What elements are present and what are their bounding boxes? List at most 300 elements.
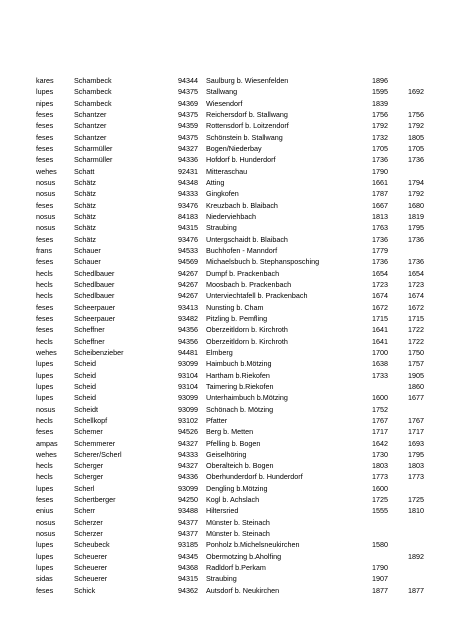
- cell-code: feses: [36, 313, 54, 323]
- cell-year-from: 1896: [372, 76, 388, 85]
- cell-surname: Scheubeck: [74, 540, 110, 550]
- cell-postal-code: 93104: [178, 381, 198, 391]
- cell-year-to: 1723: [408, 279, 424, 289]
- cell-year-to: 1795: [408, 223, 424, 233]
- genealogy-table: [36, 75, 436, 596]
- cell-code: wehes: [36, 347, 57, 357]
- cell-postal-code: 93185: [178, 540, 198, 550]
- cell-postal-code: 94348: [178, 177, 198, 187]
- table-row: [36, 200, 436, 211]
- cell-code: frans: [36, 245, 52, 255]
- table-row: [36, 551, 436, 562]
- table-row: [36, 471, 436, 482]
- cell-code: feses: [36, 427, 54, 437]
- cell-code: feses: [36, 302, 54, 312]
- table-row: [36, 166, 436, 177]
- cell-surname: Schätz: [74, 200, 96, 210]
- cell-place: Oberzeitldorn b. Kirchroth: [206, 325, 288, 335]
- cell-year-from: 1756: [372, 109, 388, 119]
- cell-year-to: 1795: [408, 449, 424, 459]
- table-row: [36, 222, 436, 233]
- cell-surname: Scheid: [74, 359, 96, 369]
- cell-place: Autsdorf b. Neukirchen: [206, 585, 280, 595]
- cell-surname: Schauer: [74, 245, 101, 255]
- cell-place: Berg b. Metten: [206, 427, 254, 437]
- cell-year-to: 1750: [408, 347, 424, 357]
- cell-year-from: 1732: [372, 132, 388, 142]
- table-row: [36, 370, 436, 381]
- table-row: [36, 211, 436, 222]
- cell-code: nosus: [36, 177, 56, 187]
- cell-place: Gingkofen: [206, 189, 239, 199]
- cell-place: Unterviechtafell b. Prackenbach: [206, 291, 308, 301]
- table-row: [36, 517, 436, 528]
- cell-postal-code: 93482: [178, 313, 198, 323]
- cell-place: Münster b. Steinach: [206, 517, 270, 527]
- cell-postal-code: 94481: [178, 347, 198, 357]
- cell-postal-code: 94569: [178, 257, 198, 267]
- cell-postal-code: 93102: [178, 415, 198, 425]
- cell-code: nosus: [36, 404, 56, 414]
- cell-place: Haimbuch b.Mötzing: [206, 359, 272, 369]
- cell-place: Mitteraschau: [206, 166, 248, 176]
- cell-code: sidas: [36, 574, 53, 584]
- cell-place: Stallwang: [206, 87, 238, 97]
- table-row: [36, 528, 436, 539]
- cell-postal-code: 84183: [178, 211, 198, 221]
- cell-surname: Scheid: [74, 381, 96, 391]
- table-row: [36, 426, 436, 437]
- cell-place: Ponholz b.Michelsneukirchen: [206, 540, 300, 550]
- table-row: [36, 109, 436, 120]
- cell-place: Wiesendorf: [206, 98, 243, 108]
- cell-postal-code: 94356: [178, 336, 198, 346]
- cell-postal-code: 94333: [178, 189, 198, 199]
- cell-postal-code: 93099: [178, 404, 198, 414]
- cell-year-to: 1736: [408, 155, 424, 165]
- cell-code: feses: [36, 109, 54, 119]
- cell-surname: Scherger: [74, 472, 104, 482]
- cell-code: lupes: [36, 540, 54, 550]
- cell-postal-code: 94344: [178, 76, 198, 85]
- cell-surname: Scheuerer: [74, 551, 108, 561]
- cell-place: Hartham b.Riekofen: [206, 370, 270, 380]
- cell-year-from: 1674: [372, 291, 388, 301]
- cell-postal-code: 94362: [178, 585, 198, 595]
- table-row: [36, 404, 436, 415]
- table-row: [36, 438, 436, 449]
- cell-code: nosus: [36, 189, 56, 199]
- cell-postal-code: 94375: [178, 109, 198, 119]
- cell-code: hecls: [36, 268, 53, 278]
- cell-code: feses: [36, 585, 54, 595]
- table-row: [36, 177, 436, 188]
- cell-place: Dengling b.Mötzing: [206, 483, 268, 493]
- cell-code: ampas: [36, 438, 58, 448]
- cell-surname: Schedlbauer: [74, 268, 115, 278]
- cell-place: Kogl b. Achslach: [206, 495, 260, 505]
- cell-year-from: 1763: [372, 223, 388, 233]
- cell-code: lupes: [36, 393, 54, 403]
- cell-postal-code: 94375: [178, 132, 198, 142]
- cell-code: hecls: [36, 336, 53, 346]
- cell-code: lupes: [36, 87, 54, 97]
- cell-year-to: 1773: [408, 472, 424, 482]
- cell-place: Taimering b.Riekofen: [206, 381, 274, 391]
- cell-year-from: 1717: [372, 427, 388, 437]
- table-row: [36, 460, 436, 471]
- cell-postal-code: 94333: [178, 449, 198, 459]
- cell-year-to: 1705: [408, 143, 424, 153]
- table-row: [36, 120, 436, 131]
- table-row: [36, 302, 436, 313]
- cell-code: lupes: [36, 551, 54, 561]
- cell-year-to: 1757: [408, 359, 424, 369]
- cell-year-to: 1810: [408, 506, 424, 516]
- cell-code: feses: [36, 234, 54, 244]
- cell-code: nosus: [36, 517, 56, 527]
- cell-code: hecls: [36, 472, 53, 482]
- cell-place: Michaelsbuch b. Stephansposching: [206, 257, 320, 267]
- cell-code: lupes: [36, 381, 54, 391]
- table-row: [36, 449, 436, 460]
- cell-surname: Scheuerer: [74, 563, 108, 573]
- cell-place: Rottensdorf b. Loitzendorf: [206, 121, 289, 131]
- cell-code: hecls: [36, 279, 53, 289]
- cell-year-to: 1860: [408, 381, 424, 391]
- cell-year-to: 1767: [408, 415, 424, 425]
- cell-place: Moosbach b. Prackenbach: [206, 279, 292, 289]
- table-row: [36, 347, 436, 358]
- cell-postal-code: 94359: [178, 121, 198, 131]
- cell-surname: Schätz: [74, 234, 96, 244]
- table-row: [36, 75, 436, 86]
- cell-code: hecls: [36, 291, 53, 301]
- cell-place: Oberhunderdorf b. Hunderdorf: [206, 472, 303, 482]
- cell-year-from: 1725: [372, 495, 388, 505]
- cell-year-from: 1773: [372, 472, 388, 482]
- cell-place: Reichersdorf b. Stallwang: [206, 109, 288, 119]
- cell-surname: Schantzer: [74, 121, 107, 131]
- cell-year-to: 1680: [408, 200, 424, 210]
- cell-code: wehes: [36, 166, 57, 176]
- cell-postal-code: 94315: [178, 223, 198, 233]
- cell-postal-code: 94336: [178, 472, 198, 482]
- cell-year-from: 1641: [372, 325, 388, 335]
- cell-year-to: 1725: [408, 495, 424, 505]
- table-row: [36, 256, 436, 267]
- cell-postal-code: 94336: [178, 155, 198, 165]
- cell-code: nosus: [36, 529, 56, 539]
- cell-place: Elmberg: [206, 347, 233, 357]
- cell-year-to: 1756: [408, 109, 424, 119]
- cell-code: feses: [36, 325, 54, 335]
- cell-postal-code: 92431: [178, 166, 198, 176]
- cell-surname: Schauer: [74, 257, 101, 267]
- cell-surname: Schatt: [74, 166, 95, 176]
- table-row: [36, 539, 436, 550]
- table-row: [36, 585, 436, 596]
- cell-year-from: 1877: [372, 585, 388, 595]
- cell-year-from: 1667: [372, 200, 388, 210]
- cell-code: feses: [36, 132, 54, 142]
- cell-year-to: 1792: [408, 189, 424, 199]
- cell-year-from: 1642: [372, 438, 388, 448]
- cell-surname: Scherr: [74, 506, 96, 516]
- cell-year-from: 1736: [372, 155, 388, 165]
- table-row: [36, 86, 436, 97]
- cell-code: feses: [36, 121, 54, 131]
- cell-postal-code: 94533: [178, 245, 198, 255]
- cell-surname: Scharmüller: [74, 143, 113, 153]
- cell-year-from: 1736: [372, 257, 388, 267]
- cell-place: Hiltersried: [206, 506, 239, 516]
- cell-postal-code: 94250: [178, 495, 198, 505]
- cell-year-from: 1600: [372, 393, 388, 403]
- table-row: [36, 562, 436, 573]
- cell-code: nipes: [36, 98, 54, 108]
- cell-surname: Schätz: [74, 223, 96, 233]
- cell-year-to: 1674: [408, 291, 424, 301]
- cell-surname: Scherger: [74, 461, 104, 471]
- cell-postal-code: 94327: [178, 461, 198, 471]
- cell-surname: Scheid: [74, 393, 96, 403]
- cell-code: lupes: [36, 483, 54, 493]
- cell-place: Straubing: [206, 574, 237, 584]
- cell-place: Obermotzing b.Aholfing: [206, 551, 282, 561]
- cell-place: Saulburg b. Wiesenfelden: [206, 76, 289, 85]
- cell-surname: Scheerpauer: [74, 313, 116, 323]
- table-row: [36, 494, 436, 505]
- cell-surname: Schätz: [74, 177, 96, 187]
- cell-year-from: 1555: [372, 506, 388, 516]
- cell-year-from: 1803: [372, 461, 388, 471]
- cell-code: feses: [36, 257, 54, 267]
- table-row: [36, 154, 436, 165]
- cell-postal-code: 94526: [178, 427, 198, 437]
- cell-year-to: 1654: [408, 268, 424, 278]
- cell-surname: Schantzer: [74, 109, 107, 119]
- cell-year-to: 1905: [408, 370, 424, 380]
- cell-surname: Schätz: [74, 211, 96, 221]
- cell-year-to: 1819: [408, 211, 424, 221]
- table-row: [36, 234, 436, 245]
- cell-place: Nunsting b. Cham: [206, 302, 264, 312]
- cell-place: Hofdorf b. Hunderdorf: [206, 155, 276, 165]
- cell-place: Oberalteich b. Bogen: [206, 461, 274, 471]
- cell-place: Straubing: [206, 223, 237, 233]
- cell-surname: Scheuerer: [74, 574, 108, 584]
- cell-surname: Scheidt: [74, 404, 98, 414]
- cell-year-from: 1723: [372, 279, 388, 289]
- cell-year-from: 1779: [372, 245, 388, 255]
- cell-postal-code: 94345: [178, 551, 198, 561]
- cell-code: nosus: [36, 211, 56, 221]
- cell-year-from: 1580: [372, 540, 388, 550]
- cell-surname: Schemer: [74, 427, 103, 437]
- cell-postal-code: 94356: [178, 325, 198, 335]
- cell-place: Pitzling b. Pemfling: [206, 313, 268, 323]
- cell-surname: Schertberger: [74, 495, 116, 505]
- table-row: [36, 290, 436, 301]
- cell-place: Pfatter: [206, 415, 228, 425]
- cell-year-to: 1717: [408, 427, 424, 437]
- cell-code: hecls: [36, 461, 53, 471]
- table-row: [36, 279, 436, 290]
- cell-place: Schönstein b. Stallwang: [206, 132, 283, 142]
- cell-surname: Scharmüller: [74, 155, 113, 165]
- table-row: [36, 336, 436, 347]
- cell-year-from: 1907: [372, 574, 388, 584]
- table-row: [36, 358, 436, 369]
- cell-year-to: 1736: [408, 257, 424, 267]
- table-row: [36, 245, 436, 256]
- cell-year-from: 1595: [372, 87, 388, 97]
- cell-surname: Scherer/Scherl: [74, 449, 122, 459]
- cell-place: Unterhaimbuch b.Mötzing: [206, 393, 288, 403]
- cell-postal-code: 94377: [178, 517, 198, 527]
- cell-year-from: 1672: [372, 302, 388, 312]
- cell-postal-code: 94267: [178, 279, 198, 289]
- cell-surname: Schedlbauer: [74, 291, 115, 301]
- cell-year-from: 1705: [372, 143, 388, 153]
- cell-surname: Schick: [74, 585, 96, 595]
- cell-surname: Scheid: [74, 370, 96, 380]
- cell-code: lupes: [36, 370, 54, 380]
- cell-postal-code: 94315: [178, 574, 198, 584]
- cell-place: Dumpf b. Prackenbach: [206, 268, 280, 278]
- cell-surname: Schantzer: [74, 132, 107, 142]
- cell-year-from: 1730: [372, 449, 388, 459]
- table-row: [36, 483, 436, 494]
- cell-code: feses: [36, 495, 54, 505]
- cell-year-to: 1722: [408, 336, 424, 346]
- table-row: [36, 392, 436, 403]
- cell-year-to: 1803: [408, 461, 424, 471]
- cell-year-from: 1641: [372, 336, 388, 346]
- cell-place: Atting: [206, 177, 225, 187]
- cell-year-from: 1654: [372, 268, 388, 278]
- cell-place: Münster b. Steinach: [206, 529, 270, 539]
- cell-postal-code: 94368: [178, 563, 198, 573]
- cell-surname: Schambeck: [74, 98, 112, 108]
- cell-year-from: 1787: [372, 189, 388, 199]
- table-row: [36, 188, 436, 199]
- cell-place: Pfelling b. Bogen: [206, 438, 261, 448]
- cell-place: Schönach b. Mötzing: [206, 404, 274, 414]
- cell-code: nosus: [36, 223, 56, 233]
- cell-postal-code: 94327: [178, 438, 198, 448]
- cell-surname: Scheffner: [74, 325, 105, 335]
- cell-surname: Schambeck: [74, 76, 112, 85]
- table-row: [36, 573, 436, 584]
- cell-place: Oberzeitldorn b. Kirchroth: [206, 336, 288, 346]
- table-row: [36, 132, 436, 143]
- cell-surname: Schemmerer: [74, 438, 116, 448]
- cell-year-from: 1752: [372, 404, 388, 414]
- cell-postal-code: 93413: [178, 302, 198, 312]
- cell-place: Bogen/Niederbay: [206, 143, 262, 153]
- cell-year-to: 1715: [408, 313, 424, 323]
- cell-year-to: 1792: [408, 121, 424, 131]
- cell-place: Untergschaidt b. Blaibach: [206, 234, 288, 244]
- cell-postal-code: 93099: [178, 359, 198, 369]
- cell-place: Kreuzbach b. Blaibach: [206, 200, 278, 210]
- cell-postal-code: 94267: [178, 268, 198, 278]
- cell-year-to: 1693: [408, 438, 424, 448]
- cell-year-from: 1790: [372, 563, 388, 573]
- cell-code: lupes: [36, 359, 54, 369]
- cell-postal-code: 94267: [178, 291, 198, 301]
- cell-place: Geiselhöring: [206, 449, 247, 459]
- cell-code: feses: [36, 200, 54, 210]
- cell-year-from: 1792: [372, 121, 388, 131]
- cell-code: enius: [36, 506, 54, 516]
- cell-place: Radldorf b.Perkam: [206, 563, 266, 573]
- table-row: [36, 415, 436, 426]
- cell-year-to: 1736: [408, 234, 424, 244]
- table-row: [36, 324, 436, 335]
- table-row: [36, 98, 436, 109]
- cell-year-from: 1700: [372, 347, 388, 357]
- cell-surname: Schambeck: [74, 87, 112, 97]
- cell-postal-code: 94327: [178, 143, 198, 153]
- cell-year-from: 1790: [372, 166, 388, 176]
- cell-postal-code: 93488: [178, 506, 198, 516]
- cell-year-from: 1661: [372, 177, 388, 187]
- cell-code: feses: [36, 143, 54, 153]
- cell-year-to: 1672: [408, 302, 424, 312]
- cell-postal-code: 93476: [178, 234, 198, 244]
- table-row: [36, 313, 436, 324]
- cell-year-to: 1722: [408, 325, 424, 335]
- cell-year-to: 1805: [408, 132, 424, 142]
- table-row: [36, 268, 436, 279]
- cell-year-from: 1600: [372, 483, 388, 493]
- cell-code: wehes: [36, 449, 57, 459]
- table-row: [36, 143, 436, 154]
- cell-year-to: 1692: [408, 87, 424, 97]
- cell-postal-code: 93099: [178, 483, 198, 493]
- cell-place: Niederviehbach: [206, 211, 256, 221]
- cell-year-to: 1794: [408, 177, 424, 187]
- cell-postal-code: 94375: [178, 87, 198, 97]
- cell-year-from: 1733: [372, 370, 388, 380]
- cell-surname: Scheffner: [74, 336, 105, 346]
- table-row: [36, 505, 436, 516]
- cell-postal-code: 94369: [178, 98, 198, 108]
- cell-year-to: 1892: [408, 551, 424, 561]
- cell-surname: Scherzer: [74, 517, 103, 527]
- cell-year-from: 1839: [372, 98, 388, 108]
- cell-postal-code: 94377: [178, 529, 198, 539]
- cell-postal-code: 93104: [178, 370, 198, 380]
- cell-year-from: 1813: [372, 211, 388, 221]
- cell-year-to: 1877: [408, 585, 424, 595]
- cell-year-from: 1736: [372, 234, 388, 244]
- cell-year-from: 1767: [372, 415, 388, 425]
- cell-year-to: 1677: [408, 393, 424, 403]
- cell-place: Buchhofen - Manndorf: [206, 245, 278, 255]
- cell-year-from: 1638: [372, 359, 388, 369]
- cell-surname: Schätz: [74, 189, 96, 199]
- cell-surname: Schellkopf: [74, 415, 108, 425]
- cell-surname: Scherzer: [74, 529, 103, 539]
- cell-surname: Schedlbauer: [74, 279, 115, 289]
- table-row: [36, 381, 436, 392]
- cell-year-from: 1715: [372, 313, 388, 323]
- cell-code: feses: [36, 155, 54, 165]
